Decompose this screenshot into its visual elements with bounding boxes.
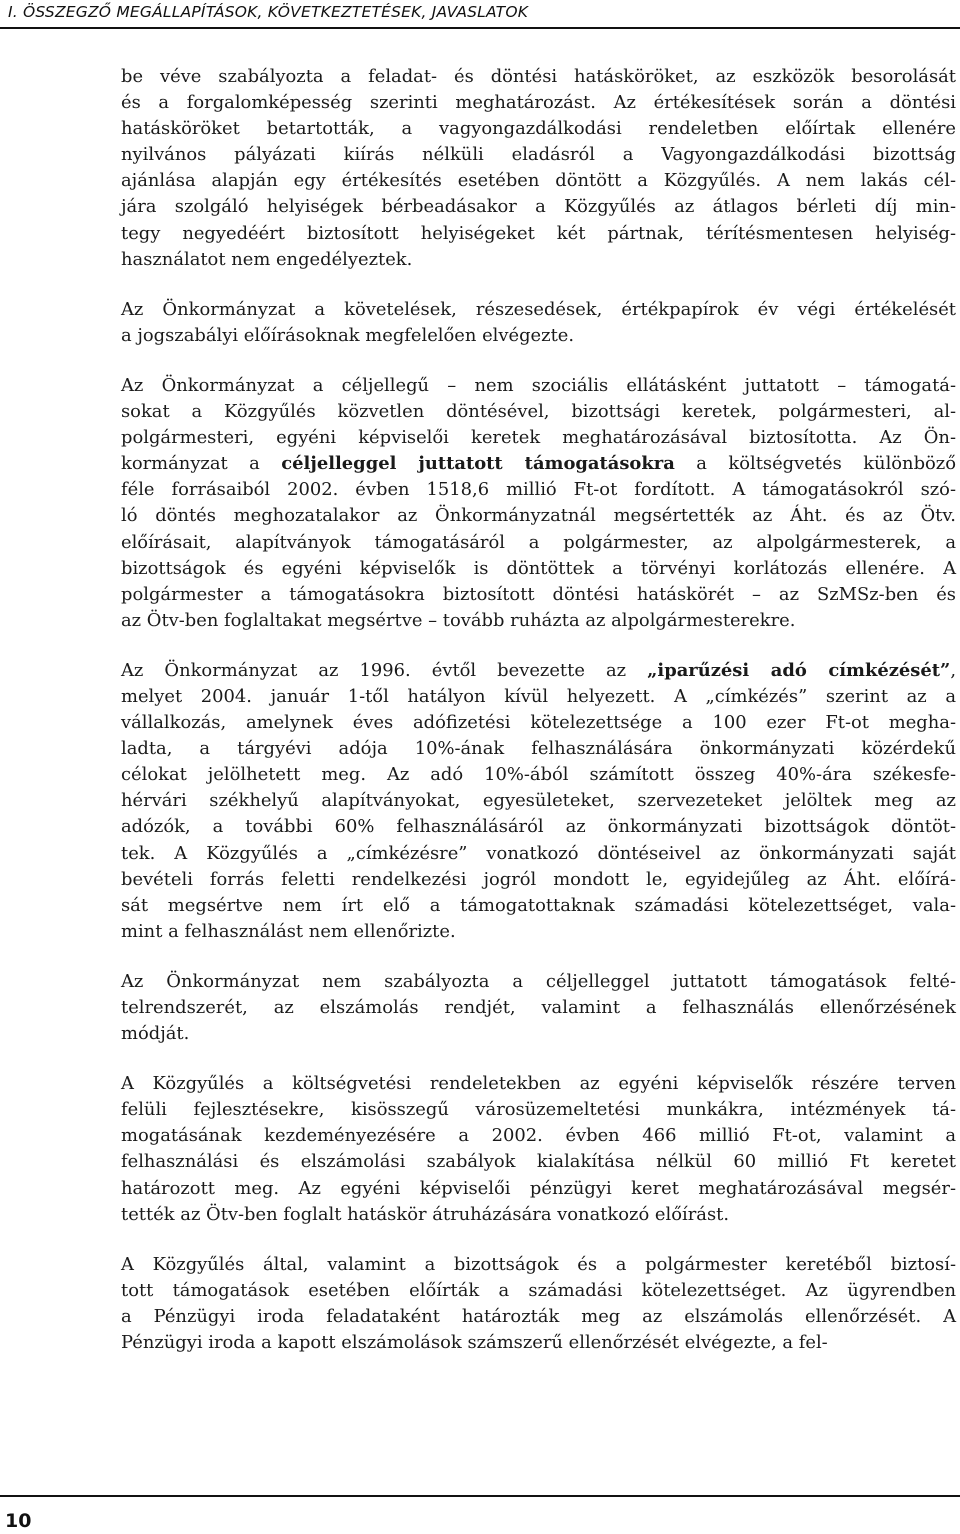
paragraph bbox=[121, 1071, 956, 1228]
text-run: tek. A Közgyűlés a „címkézésre” vonatkozó döntéseivel az önkormányzati saját bbox=[121, 842, 956, 864]
text-line bbox=[121, 221, 956, 247]
bold-text-run: céljelleggel juttatott támogatásokra bbox=[281, 453, 675, 475]
text-run: kormányzat a bbox=[121, 453, 282, 475]
text-line bbox=[121, 1123, 956, 1149]
text-run: határozott meg. Az egyéni képviselői pénzügyi keret meghatározásával megsér- bbox=[121, 1177, 956, 1199]
text-line bbox=[121, 1330, 956, 1356]
text-run: adózók, a további 60% felhasználásáról az önkormányzati bizottságok döntöt- bbox=[121, 816, 956, 838]
text-line bbox=[121, 969, 956, 995]
page-number: 10 bbox=[5, 1510, 32, 1532]
text-line bbox=[121, 556, 956, 582]
text-run: hérvári székhelyű alapítványokat, egyesületeket, szervezeteket jelöltek meg az bbox=[121, 790, 956, 812]
text-run: célokat jelölhetett meg. Az adó 10%-ából számított összeg 40%-ára székesfe- bbox=[121, 764, 956, 786]
text-run: féle forrásaiból 2002. évben 1518,6 millió Ft-ot fordított. A támogatásokról szó- bbox=[121, 479, 956, 501]
text-run: A Közgyűlés által, valamint a bizottságok és a polgármester keretéből biztosí- bbox=[121, 1253, 956, 1275]
text-run: ajánlása alapján egy értékesítés esetében döntött a Közgyűlés. A nem lakás cél- bbox=[121, 170, 956, 192]
text-run: vállalkozás, amelynek éves adófizetési kötelezettsége a 100 ezer Ft-ot megha- bbox=[121, 712, 956, 734]
bold-text-run: „iparűzési adó címkézését” bbox=[647, 659, 951, 681]
text-run: hatásköröket betartották, a vagyongazdálkodási rendeletben előírtak ellenére bbox=[121, 118, 956, 140]
paragraph bbox=[121, 297, 956, 349]
text-line bbox=[121, 399, 956, 425]
paragraph bbox=[121, 969, 956, 1047]
text-run: a Pénzügyi iroda feladataként határozták meg az elszámolás ellenőrzését. A bbox=[121, 1305, 956, 1327]
text-line bbox=[121, 297, 956, 323]
text-run: telrendszerét, az elszámolás rendjét, valamint a felhasználás ellenőrzésének bbox=[121, 997, 956, 1018]
text-run: nyilvános pályázati kiírás nélküli eladásról a Vagyongazdálkodási bizottság bbox=[121, 144, 956, 166]
text-run: Az Önkormányzat a követelések, részesedések, értékpapírok év végi értékelését bbox=[121, 298, 956, 320]
text-run: mint a felhasználást nem ellenőrizte. bbox=[121, 920, 456, 942]
text-run: a költségvetés különböző bbox=[674, 453, 957, 475]
text-line bbox=[121, 995, 956, 1021]
text-line bbox=[121, 1252, 956, 1278]
header-rule bbox=[0, 27, 960, 29]
text-run: Az Önkormányzat a céljellegű – nem szociális ellátásként juttatott – támogatá- bbox=[121, 374, 956, 396]
text-line bbox=[121, 64, 956, 90]
text-line bbox=[121, 893, 956, 919]
text-line bbox=[121, 684, 956, 710]
text-run: bevételi forrás feletti rendelkezési jogról mondott le, egyidejűleg az Áht. előírá- bbox=[121, 868, 956, 890]
text-line bbox=[121, 425, 956, 451]
text-run: sokat a Közgyűlés közvetlen döntésével, bizottsági keretek, polgármesteri, al- bbox=[121, 401, 956, 423]
text-line bbox=[121, 1021, 956, 1047]
text-line bbox=[121, 608, 956, 634]
document-body bbox=[121, 64, 956, 1380]
text-run: melyet 2004. január 1-től hatályon kívül helyezett. A „címkézés” szerint az a bbox=[121, 685, 956, 707]
text-line bbox=[121, 867, 956, 893]
text-run: polgármester a támogatásokra biztosított döntési hatáskörét – az SzMSz-ben és bbox=[121, 583, 956, 605]
text-line bbox=[121, 1278, 956, 1304]
text-line bbox=[121, 658, 956, 684]
text-run: felüli fejlesztésekre, kisösszegű városüzemeltetési munkákra, intézmények tá- bbox=[121, 1099, 956, 1121]
text-line bbox=[121, 736, 956, 762]
text-line bbox=[121, 168, 956, 194]
text-run: tegy negyedéért biztosított helyiségeket két pártnak, térítésmentesen helyiség- bbox=[121, 222, 956, 244]
text-run: bizottságok és egyéni képviselők is döntöttek a törvényi korlátozás ellenére. A bbox=[121, 557, 956, 579]
text-line bbox=[121, 919, 956, 945]
text-run: a jogszabályi előírásoknak megfelelően elvégezte. bbox=[121, 324, 575, 346]
text-line bbox=[121, 142, 956, 168]
text-line bbox=[121, 503, 956, 529]
text-line bbox=[121, 1176, 956, 1202]
text-line bbox=[121, 530, 956, 556]
header-title: I. ÖSSZEGZŐ MEGÁLLAPÍTÁSOK, KÖVETKEZTETÉSEK, JAVASLATOK bbox=[8, 3, 529, 21]
text-run: jára szolgáló helyiségek bérbeadásakor a Közgyűlés az átlagos bérleti díj min- bbox=[121, 196, 956, 218]
text-run: tették az Ötv-ben foglalt hatáskör átruházására vonatkozó előírást. bbox=[121, 1203, 730, 1225]
footer-rule bbox=[0, 1495, 960, 1497]
text-line bbox=[121, 90, 956, 116]
text-run: az Ötv-ben foglaltakat megsértve – tovább ruházta az alpolgármesterekre. bbox=[121, 609, 796, 631]
text-line bbox=[121, 116, 956, 142]
text-line bbox=[121, 1304, 956, 1330]
text-run: polgármesteri, egyéni képviselői keretek meghatározásával biztosította. Az Ön- bbox=[121, 427, 956, 449]
text-line bbox=[121, 582, 956, 608]
text-run: felhasználási és elszámolási szabályok kialakítása nélkül 60 millió Ft keretet bbox=[121, 1151, 956, 1173]
text-line bbox=[121, 1097, 956, 1123]
text-line bbox=[121, 1149, 956, 1175]
text-line bbox=[121, 1202, 956, 1228]
text-line bbox=[121, 373, 956, 399]
running-header bbox=[0, 0, 960, 28]
paragraph bbox=[121, 373, 956, 634]
paragraph bbox=[121, 64, 956, 273]
text-run: ló döntés meghozatalakor az Önkormányzatnál megsértették az Áht. és az Ötv. bbox=[121, 505, 956, 527]
text-run: Pénzügyi iroda a kapott elszámolások számszerű ellenőrzését elvégezte, a fel- bbox=[121, 1332, 828, 1354]
text-line bbox=[121, 1071, 956, 1097]
text-run: tott támogatások esetében előírták a számadási kötelezettséget. Az ügyrendben bbox=[121, 1279, 956, 1301]
text-line bbox=[121, 762, 956, 788]
text-line bbox=[121, 247, 956, 273]
text-run: A Közgyűlés a költségvetési rendeletekben az egyéni képviselők részére terven bbox=[121, 1073, 956, 1095]
text-run: Az Önkormányzat az 1996. évtől bevezette az bbox=[121, 659, 648, 681]
text-run: Az Önkormányzat nem szabályozta a céljelleggel juttatott támogatások felté- bbox=[121, 970, 956, 992]
text-run: mogatásának kezdeményezésére a 2002. évben 466 millió Ft-ot, valamint a bbox=[121, 1125, 956, 1147]
text-run: használatot nem engedélyeztek. bbox=[121, 248, 413, 270]
text-line bbox=[121, 451, 956, 477]
paragraph bbox=[121, 1252, 956, 1356]
text-run: , bbox=[950, 659, 957, 681]
text-run: előírásait, alapítványok támogatásáról a polgármester, az alpolgármesterek, a bbox=[121, 531, 956, 553]
text-line bbox=[121, 814, 956, 840]
paragraph bbox=[121, 658, 956, 945]
text-line bbox=[121, 323, 956, 349]
text-run: és a forgalomképesség szerinti meghatározást. Az értékesítések során a döntési bbox=[121, 92, 956, 114]
text-run: módját. bbox=[121, 1023, 190, 1045]
text-run: sát megsértve nem írt elő a támogatottaknak számadási kötelezettséget, vala- bbox=[121, 894, 956, 916]
text-line bbox=[121, 841, 956, 867]
text-line bbox=[121, 788, 956, 814]
text-line bbox=[121, 194, 956, 220]
text-run: be véve szabályozta a feladat- és döntési hatásköröket, az eszközök besorolását bbox=[121, 66, 956, 87]
text-run: ladta, a tárgyévi adója 10%-ának felhasználására önkormányzati közérdekű bbox=[121, 738, 956, 760]
text-line bbox=[121, 477, 956, 503]
text-line bbox=[121, 710, 956, 736]
